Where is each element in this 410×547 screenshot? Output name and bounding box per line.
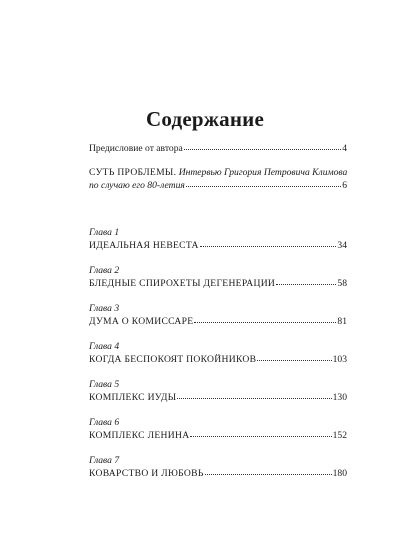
chapter-label: Глава 1 (89, 227, 120, 238)
toc-entry-chapter-2 (89, 264, 347, 290)
toc-entry-subtitle: Интервью Григория Петровича Климова (178, 167, 348, 178)
chapter-label: Глава 2 (89, 265, 120, 276)
chapter-title: БЛЕДНЫЕ СПИРОХЕТЫ ДЕГЕНЕРАЦИИ (89, 278, 276, 289)
chapter-title: ИДЕАЛЬНАЯ НЕВЕСТА (89, 240, 199, 251)
toc-page-number: 130 (332, 392, 347, 403)
toc-entry-chapter-1 (89, 226, 347, 252)
toc-entry-subtitle-continued: по случаю его 80-летия (89, 180, 185, 191)
chapter-label: Глава 3 (89, 303, 120, 314)
toc-entry-chapter-5 (89, 378, 347, 404)
chapter-title: КОГДА БЕСПОКОЯТ ПОКОЙНИКОВ (89, 354, 257, 365)
dot-leader (186, 179, 341, 188)
chapter-label: Глава 5 (89, 379, 120, 390)
toc-entry-chapter-4 (89, 340, 347, 366)
chapter-label: Глава 6 (89, 417, 120, 428)
chapter-label: Глава 7 (89, 455, 120, 466)
toc-entry-essence (89, 166, 347, 192)
dot-leader (194, 315, 336, 324)
toc-entry-chapter-7 (89, 454, 347, 480)
toc-page-number: 58 (337, 278, 347, 289)
toc-page-number: 6 (342, 180, 347, 191)
toc-page-number: 103 (332, 354, 347, 365)
dot-leader (257, 353, 331, 362)
toc-entry-chapter-6 (89, 416, 347, 442)
toc-entry-title: Предисловие от автора (89, 143, 183, 154)
toc-entry-title: СУТЬ ПРОБЛЕМЫ. (89, 167, 177, 178)
chapter-title: КОМПЛЕКС ИУДЫ (89, 392, 177, 403)
page-title: Содержание (146, 107, 264, 131)
chapter-title: ДУМА О КОМИССАРЕ (89, 316, 194, 327)
toc-page-number: 81 (337, 316, 347, 327)
chapter-title: КОВАРСТВО И ЛЮБОВЬ (89, 468, 204, 479)
toc-page-number: 34 (337, 240, 347, 251)
dot-leader (177, 391, 331, 400)
toc-page-number: 152 (332, 430, 347, 441)
dot-leader (200, 239, 337, 248)
toc-page-number: 180 (332, 468, 347, 479)
toc-entry-chapter-3 (89, 302, 347, 328)
dot-leader (184, 142, 341, 151)
chapter-label: Глава 4 (89, 341, 120, 352)
toc-entry-preface (89, 142, 347, 155)
dot-leader (276, 277, 336, 286)
dot-leader (190, 429, 331, 438)
chapter-title: КОМПЛЕКС ЛЕНИНА (89, 430, 190, 441)
toc-page-number: 4 (342, 143, 347, 154)
dot-leader (205, 467, 332, 476)
